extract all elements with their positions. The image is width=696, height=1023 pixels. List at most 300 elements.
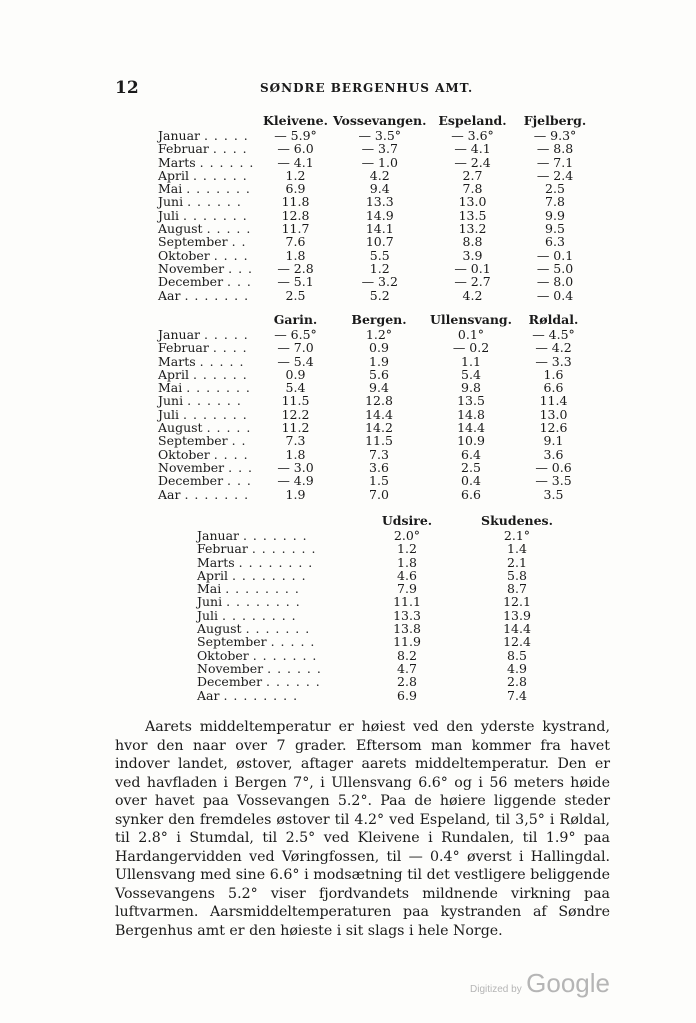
table-row bbox=[158, 328, 590, 341]
temperature-cell: 1.8 bbox=[285, 247, 306, 263]
temperature-cell: — 9.3° bbox=[533, 128, 577, 143]
temperature-cell: — 3.3 bbox=[535, 353, 572, 369]
month-cell bbox=[197, 556, 362, 569]
month-label: Februar bbox=[197, 541, 248, 557]
temperature-table-2 bbox=[158, 312, 590, 501]
temperature-cell: 4.9 bbox=[507, 660, 527, 676]
temperature-cell: 14.4 bbox=[503, 621, 531, 637]
temperature-cell: — 2.4 bbox=[536, 167, 574, 183]
temperature-cell: 13.8 bbox=[393, 621, 421, 637]
leader-dots: . . . . . . . bbox=[252, 647, 318, 663]
temperature-cell: 11.1 bbox=[393, 594, 421, 610]
temperature-cell: 7.0 bbox=[369, 486, 389, 502]
temperature-table-3 bbox=[197, 513, 582, 702]
month-label: Aar bbox=[158, 287, 181, 303]
column-header: Vossevangen. bbox=[333, 113, 427, 128]
leader-dots: . . . . . . bbox=[192, 167, 248, 183]
temperature-cell: 6.6 bbox=[461, 486, 481, 502]
month-cell bbox=[197, 689, 362, 702]
temperature-cell: — 0.1 bbox=[454, 260, 491, 276]
temperature-cell: 0.9 bbox=[369, 340, 389, 356]
table-header-row bbox=[158, 113, 592, 129]
table-row bbox=[158, 142, 592, 155]
table-row bbox=[197, 609, 582, 622]
temperature-cell: 12.6 bbox=[539, 420, 568, 436]
table-row bbox=[197, 542, 582, 555]
temperature-cell: — 8.0 bbox=[536, 274, 574, 290]
leader-dots: . . . bbox=[227, 473, 252, 489]
month-label: Januar bbox=[197, 528, 239, 543]
temperature-cell: — 3.5 bbox=[535, 473, 572, 489]
month-cell bbox=[158, 408, 258, 421]
temperature-cell: 1.6 bbox=[543, 366, 564, 382]
temperature-cell: 10.7 bbox=[365, 234, 394, 250]
month-cell bbox=[158, 156, 258, 169]
month-cell bbox=[158, 235, 258, 248]
table-row bbox=[158, 488, 590, 501]
temperature-cell: — 3.2 bbox=[361, 274, 398, 290]
month-cell bbox=[158, 488, 258, 501]
temperature-cell: 2.5 bbox=[285, 287, 306, 303]
temperature-cell: — 0.4 bbox=[536, 287, 574, 303]
temperature-cell: 3.6 bbox=[369, 459, 389, 475]
table-row bbox=[158, 222, 592, 235]
temperature-cell: 13.9 bbox=[503, 607, 531, 623]
paragraph: Aarets middeltemperatur er høiest ved den yderste kystrand, hvor den naar over 7 grader. Eftersom man kommer fra havet indover landet, østover, aftager aarets middeltemperatur. Den er ved havfladen i Bergen 7°, i Ullensvang 6.6° og i 56 meters høide over havet paa Vossevangen 5.2°. Paa de høiere liggende steder synker den fremdeles østover til 4.2° ved Espeland, til 3,5° i Røldal, til 2.8° i Stumdal, til 2.5° ved Kleivene i Rundalen, til 1.9° paa Hardangervidden ved Vøringfossen, til — 0.4° øverst i Hallingdal. Ullensvang med sine 6.6° i modsætning til det vestligere beliggende Vossevangens 5.2° viser fjordvandets mildnende virkning paa luftvarmen. Aarsmiddeltemperaturen paa kystranden af Søndre Bergenhus amt er den høieste i sit slags i hele Norge. bbox=[115, 719, 610, 939]
temperature-cell: 4.7 bbox=[397, 660, 417, 676]
temperature-cell: 7.9 bbox=[397, 581, 417, 597]
leader-dots: . . . . . . . bbox=[186, 181, 251, 197]
leader-dots: . . . . . . . bbox=[184, 287, 250, 303]
month-label: November bbox=[158, 459, 225, 475]
month-label: Juli bbox=[158, 207, 180, 223]
temperature-cell: 6.3 bbox=[545, 234, 565, 250]
temperature-cell: 8.7 bbox=[507, 581, 527, 597]
page-number: 12 bbox=[115, 78, 139, 98]
temperature-cell: 14.9 bbox=[365, 207, 394, 223]
leader-dots: . . . . . . . bbox=[183, 406, 248, 422]
month-label: Mai bbox=[197, 581, 222, 597]
month-label: Aar bbox=[197, 687, 220, 703]
temperature-cell: 12.4 bbox=[503, 634, 531, 650]
temperature-cell: 9.4 bbox=[369, 181, 390, 197]
temperature-cell: 9.5 bbox=[545, 221, 565, 237]
temperature-cell: 2.8 bbox=[507, 674, 527, 690]
month-cell bbox=[158, 341, 258, 354]
month-cell bbox=[197, 595, 362, 608]
column-header: Ullensvang. bbox=[429, 312, 513, 327]
month-cell bbox=[158, 448, 258, 461]
digitized-by-text: Digitized by bbox=[470, 984, 522, 995]
temperature-cell: — 0.6 bbox=[535, 459, 572, 475]
table-row bbox=[158, 169, 592, 182]
leader-dots: . . . bbox=[228, 459, 254, 475]
temperature-cell: — 2.8 bbox=[277, 260, 314, 276]
month-label: Februar bbox=[158, 141, 209, 157]
leader-dots: . . . . . . . . bbox=[225, 581, 300, 597]
temperature-cell: 6.9 bbox=[285, 181, 306, 197]
temperature-cell: 1.2 bbox=[369, 260, 390, 276]
temperature-cell: 6.9 bbox=[397, 687, 417, 703]
temperature-cell: 7.8 bbox=[462, 181, 483, 197]
temperature-cell: — 0.1 bbox=[536, 247, 574, 263]
temperature-cell: — 4.2 bbox=[535, 340, 572, 356]
month-cell bbox=[158, 142, 258, 155]
month-cell bbox=[158, 474, 258, 487]
temperature-cell: 2.8 bbox=[397, 674, 417, 690]
month-label: November bbox=[158, 260, 225, 276]
month-label: September bbox=[158, 234, 228, 250]
temperature-cell: 13.0 bbox=[539, 406, 568, 422]
temperature-cell: 11.7 bbox=[281, 221, 310, 237]
temperature-cell: — 3.5° bbox=[358, 128, 402, 143]
month-cell bbox=[197, 662, 362, 675]
month-label: Marts bbox=[158, 353, 196, 369]
temperature-cell: 1.9 bbox=[285, 486, 306, 502]
temperature-cell: 11.2 bbox=[281, 420, 310, 436]
temperature-cell: 0.9 bbox=[285, 366, 306, 382]
temperature-cell: 5.4 bbox=[461, 366, 481, 382]
table-row bbox=[158, 129, 592, 142]
temperature-cell: — 5.9° bbox=[274, 128, 317, 143]
temperature-cell: — 6.5° bbox=[274, 327, 317, 342]
month-cell bbox=[158, 421, 258, 434]
month-label: Februar bbox=[158, 340, 209, 356]
month-label: Marts bbox=[197, 554, 235, 570]
month-label: August bbox=[158, 221, 203, 237]
temperature-cell: 12.8 bbox=[281, 207, 310, 223]
month-label: Juni bbox=[197, 594, 223, 610]
temperature-cell: 11.9 bbox=[393, 634, 421, 650]
temperature-cell: 9.9 bbox=[545, 207, 565, 223]
month-label: Oktober bbox=[158, 247, 210, 263]
month-cell bbox=[158, 182, 258, 195]
month-cell bbox=[158, 381, 258, 394]
leader-dots: . . . . . bbox=[199, 353, 245, 369]
temperature-cell: — 7.0 bbox=[277, 340, 314, 356]
column-header: Bergen. bbox=[351, 312, 407, 327]
table-row bbox=[158, 341, 590, 354]
month-cell bbox=[158, 355, 258, 368]
table-row bbox=[158, 448, 590, 461]
table-row bbox=[158, 394, 590, 407]
leader-dots: . . . . bbox=[212, 141, 248, 157]
temperature-cell: — 3.7 bbox=[361, 141, 398, 157]
month-cell bbox=[158, 262, 258, 275]
table-row bbox=[197, 662, 582, 675]
temperature-cell: 4.2 bbox=[369, 167, 390, 183]
month-label: Oktober bbox=[197, 647, 249, 663]
month-label: December bbox=[158, 274, 224, 290]
table-row bbox=[197, 556, 582, 569]
temperature-cell: 9.8 bbox=[461, 380, 481, 396]
month-label: December bbox=[158, 473, 224, 489]
temperature-cell: 11.5 bbox=[281, 393, 310, 409]
leader-dots: . . . . . . . bbox=[184, 486, 250, 502]
temperature-cell: — 5.0 bbox=[536, 260, 574, 276]
temperature-cell: — 4.9 bbox=[277, 473, 314, 489]
temperature-cell: 6.6 bbox=[543, 380, 564, 396]
table-row bbox=[158, 421, 590, 434]
temperature-cell: 5.6 bbox=[369, 366, 389, 382]
temperature-cell: 12.2 bbox=[281, 406, 310, 422]
temperature-cell: 2.1 bbox=[507, 554, 527, 570]
column-header: Espeland. bbox=[438, 113, 507, 128]
leader-dots: . . . . . . bbox=[266, 674, 321, 690]
temperature-cell: — 2.4 bbox=[454, 154, 491, 170]
temperature-cell: 8.5 bbox=[507, 647, 527, 663]
leader-dots: . . . . . . bbox=[187, 393, 242, 409]
table-row bbox=[158, 434, 590, 447]
table-row bbox=[158, 408, 590, 421]
month-label: August bbox=[158, 420, 203, 436]
table-row bbox=[158, 182, 592, 195]
month-label: December bbox=[197, 674, 263, 690]
month-cell bbox=[197, 622, 362, 635]
temperature-cell: 7.6 bbox=[285, 234, 306, 250]
leader-dots: . . . . bbox=[213, 247, 249, 263]
month-label: Oktober bbox=[158, 446, 210, 462]
table-row bbox=[158, 249, 592, 262]
temperature-cell: 14.4 bbox=[365, 406, 393, 422]
leader-dots: . . . . bbox=[212, 340, 248, 356]
temperature-cell: 11.4 bbox=[539, 393, 568, 409]
temperature-cell: 1.2 bbox=[285, 167, 306, 183]
month-label: Juli bbox=[197, 607, 219, 623]
month-label: Januar bbox=[158, 327, 200, 342]
temperature-cell: 3.5 bbox=[543, 486, 564, 502]
leader-dots: . . . . . . . bbox=[183, 207, 248, 223]
column-header: Udsire. bbox=[381, 513, 433, 528]
month-cell bbox=[158, 328, 258, 341]
leader-dots: . . . . . . . . bbox=[223, 687, 299, 703]
leader-dots: . . . . . bbox=[206, 420, 252, 436]
month-cell bbox=[197, 582, 362, 595]
temperature-cell: 6.4 bbox=[461, 446, 481, 462]
temperature-cell: 2.1° bbox=[503, 528, 531, 543]
temperature-cell: 9.4 bbox=[369, 380, 389, 396]
table-row bbox=[158, 355, 590, 368]
month-cell bbox=[197, 529, 362, 542]
table-row bbox=[158, 262, 592, 275]
month-label: Aar bbox=[158, 486, 181, 502]
temperature-cell: 14.8 bbox=[457, 406, 485, 422]
temperature-cell: 5.8 bbox=[507, 567, 527, 583]
leader-dots: . . . . . . bbox=[267, 660, 322, 676]
temperature-cell: — 5.1 bbox=[277, 274, 314, 290]
month-label: Juni bbox=[158, 194, 184, 210]
temperature-cell: 13.0 bbox=[458, 194, 487, 210]
month-cell bbox=[158, 275, 258, 288]
temperature-cell: 1.1 bbox=[461, 353, 481, 369]
month-label: November bbox=[197, 660, 264, 676]
table-row bbox=[158, 381, 590, 394]
month-cell bbox=[158, 434, 258, 447]
month-label: Juni bbox=[158, 393, 184, 409]
month-label: April bbox=[158, 167, 189, 183]
header-blank bbox=[158, 113, 258, 129]
month-cell bbox=[158, 249, 258, 262]
table-row bbox=[158, 209, 592, 222]
leader-dots: . . . . . . bbox=[192, 366, 248, 382]
temperature-cell: 1.5 bbox=[369, 473, 389, 489]
temperature-cell: 1.2° bbox=[365, 327, 393, 342]
leader-dots: . . . . . bbox=[270, 634, 316, 650]
month-label: Marts bbox=[158, 154, 196, 170]
month-label: Mai bbox=[158, 380, 183, 396]
leader-dots: . . . . . . bbox=[199, 154, 255, 170]
temperature-cell: 8.2 bbox=[397, 647, 417, 663]
month-cell bbox=[158, 195, 258, 208]
temperature-cell: 1.2 bbox=[397, 541, 417, 557]
month-cell bbox=[197, 649, 362, 662]
month-cell bbox=[158, 129, 258, 142]
month-cell bbox=[197, 542, 362, 555]
leader-dots: . . . . . . . . bbox=[226, 594, 301, 610]
month-cell bbox=[197, 675, 362, 688]
temperature-cell: 5.5 bbox=[369, 247, 390, 263]
temperature-cell: 7.3 bbox=[285, 433, 306, 449]
header-blank bbox=[197, 513, 362, 529]
temperature-cell: 7.4 bbox=[507, 687, 527, 703]
table-row bbox=[158, 289, 592, 302]
month-label: August bbox=[197, 621, 242, 637]
temperature-cell: 13.3 bbox=[365, 194, 394, 210]
temperature-cell: 5.4 bbox=[285, 380, 306, 396]
temperature-cell: 5.2 bbox=[369, 287, 390, 303]
month-cell bbox=[197, 609, 362, 622]
leader-dots: . . . . . . . . bbox=[222, 607, 297, 623]
table-row bbox=[158, 461, 590, 474]
temperature-cell: 4.6 bbox=[397, 567, 417, 583]
temperature-cell: 3.6 bbox=[543, 446, 564, 462]
leader-dots: . . bbox=[231, 433, 247, 449]
temperature-cell: 1.8 bbox=[397, 554, 417, 570]
temperature-cell: 1.8 bbox=[285, 446, 306, 462]
leader-dots: . . . . . . . . bbox=[238, 554, 314, 570]
temperature-cell: 13.5 bbox=[458, 207, 487, 223]
leader-dots: . . . . . . . bbox=[242, 528, 308, 543]
month-label: Januar bbox=[158, 128, 200, 143]
table-row bbox=[197, 689, 582, 702]
table-row bbox=[158, 235, 592, 248]
body-text bbox=[115, 718, 610, 940]
temperature-cell: 7.8 bbox=[545, 194, 565, 210]
table-row bbox=[197, 622, 582, 635]
table-row bbox=[197, 582, 582, 595]
temperature-cell: — 4.5° bbox=[532, 327, 575, 342]
leader-dots: . . . . . bbox=[206, 221, 252, 237]
temperature-cell: 2.5 bbox=[545, 181, 565, 197]
leader-dots: . . bbox=[231, 234, 247, 250]
leader-dots: . . . . . . . bbox=[251, 541, 317, 557]
temperature-cell: 2.0° bbox=[393, 528, 421, 543]
table-row bbox=[197, 595, 582, 608]
leader-dots: . . . bbox=[228, 260, 254, 276]
temperature-cell: 2.5 bbox=[461, 459, 481, 475]
month-label: September bbox=[158, 433, 228, 449]
google-digitized-watermark bbox=[470, 968, 610, 999]
column-header: Fjelberg. bbox=[523, 113, 587, 128]
temperature-cell: 8.8 bbox=[462, 234, 483, 250]
temperature-cell: — 5.4 bbox=[277, 353, 314, 369]
table-row bbox=[158, 474, 590, 487]
table-row bbox=[197, 529, 582, 542]
temperature-cell: — 4.1 bbox=[277, 154, 314, 170]
table-row bbox=[158, 156, 592, 169]
leader-dots: . . . . . . . bbox=[186, 380, 251, 396]
temperature-cell: — 3.6° bbox=[451, 128, 494, 143]
month-cell bbox=[158, 222, 258, 235]
temperature-cell: 3.9 bbox=[462, 247, 483, 263]
leader-dots: . . . bbox=[227, 274, 252, 290]
month-label: September bbox=[197, 634, 267, 650]
month-cell bbox=[158, 209, 258, 222]
header-blank bbox=[158, 312, 258, 328]
temperature-cell: 12.1 bbox=[503, 594, 531, 610]
temperature-cell: 13.3 bbox=[393, 607, 421, 623]
table-header-row bbox=[158, 312, 590, 328]
temperature-cell: 1.4 bbox=[507, 541, 527, 557]
leader-dots: . . . . bbox=[213, 446, 249, 462]
temperature-cell: 13.5 bbox=[457, 393, 485, 409]
temperature-cell: — 0.2 bbox=[452, 340, 490, 356]
temperature-cell: 10.9 bbox=[457, 433, 485, 449]
temperature-cell: 13.2 bbox=[458, 221, 487, 237]
leader-dots: . . . . . . bbox=[187, 194, 242, 210]
month-label: April bbox=[158, 366, 189, 382]
month-cell bbox=[158, 169, 258, 182]
temperature-cell: 14.4 bbox=[457, 420, 485, 436]
google-logo: Google bbox=[526, 968, 610, 998]
table-row bbox=[158, 368, 590, 381]
month-label: April bbox=[197, 567, 228, 583]
temperature-cell: 1.9 bbox=[369, 353, 389, 369]
temperature-cell: 4.2 bbox=[462, 287, 483, 303]
temperature-cell: — 3.0 bbox=[277, 459, 314, 475]
temperature-cell: — 4.1 bbox=[454, 141, 491, 157]
table-header-row bbox=[197, 513, 582, 529]
running-title: SØNDRE BERGENHUS AMT. bbox=[260, 81, 474, 95]
month-cell bbox=[158, 289, 258, 302]
table-row bbox=[197, 675, 582, 688]
temperature-cell: 2.7 bbox=[462, 167, 483, 183]
month-cell bbox=[197, 635, 362, 648]
column-header: Kleivene. bbox=[263, 113, 328, 128]
month-cell bbox=[158, 368, 258, 381]
temperature-cell: 11.8 bbox=[281, 194, 310, 210]
leader-dots: . . . . . . . bbox=[245, 621, 311, 637]
temperature-cell: 11.5 bbox=[365, 433, 393, 449]
temperature-cell: 0.4 bbox=[461, 473, 481, 489]
leader-dots: . . . . . . . . bbox=[231, 567, 307, 583]
column-header: Garin. bbox=[273, 312, 318, 327]
column-header: Skudenes. bbox=[481, 513, 553, 528]
temperature-cell: — 7.1 bbox=[536, 154, 574, 170]
temperature-cell: 14.1 bbox=[365, 221, 394, 237]
table-row bbox=[158, 275, 592, 288]
table-row bbox=[197, 569, 582, 582]
table-row bbox=[197, 649, 582, 662]
temperature-cell: 12.8 bbox=[365, 393, 393, 409]
temperature-cell: — 2.7 bbox=[454, 274, 491, 290]
month-label: Mai bbox=[158, 181, 183, 197]
table-row bbox=[158, 195, 592, 208]
leader-dots: . . . . . bbox=[203, 327, 249, 342]
temperature-cell: 14.2 bbox=[365, 420, 393, 436]
temperature-table-1 bbox=[158, 113, 592, 302]
month-cell bbox=[158, 394, 258, 407]
